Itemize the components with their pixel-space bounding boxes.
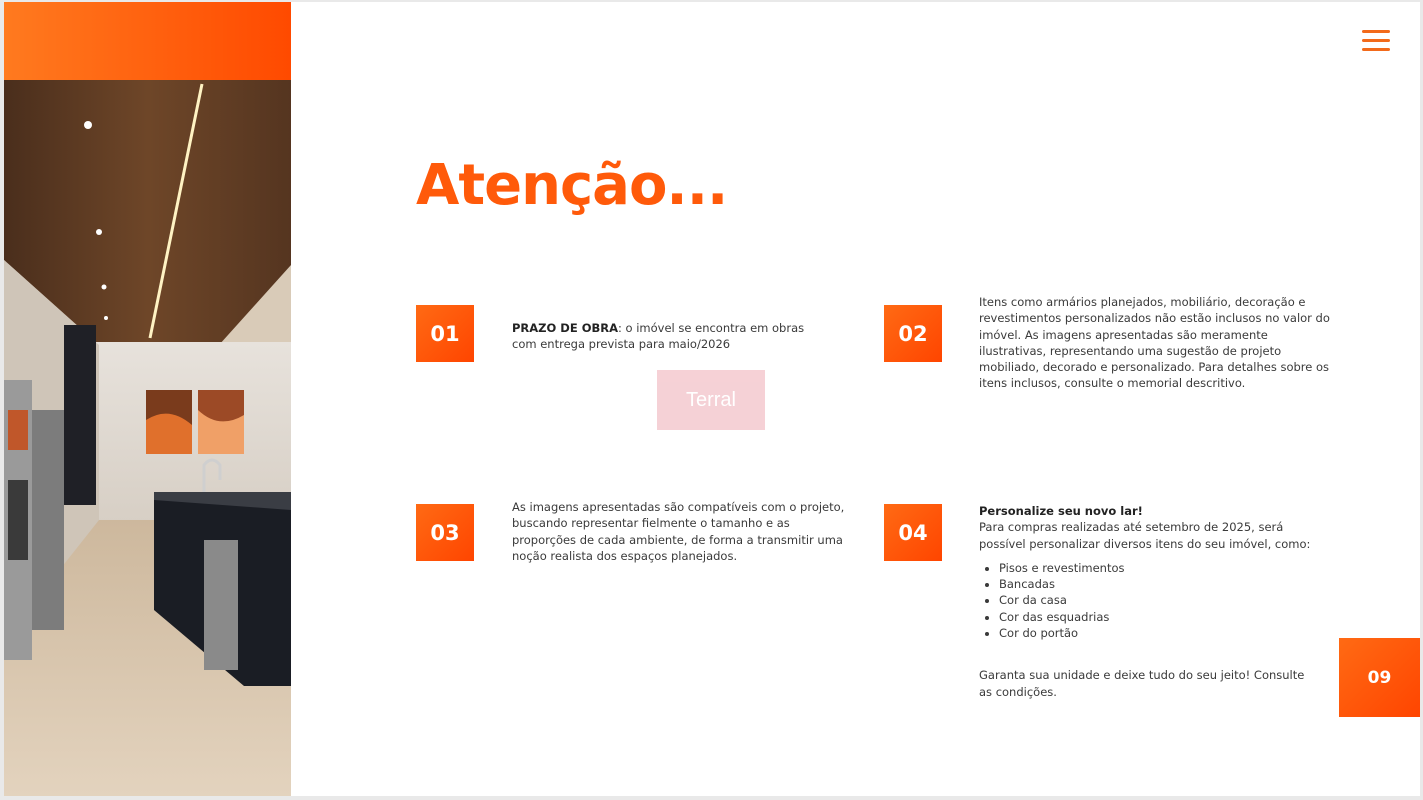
item-number-04: 04 — [884, 504, 942, 561]
item-text-03: As imagens apresentadas são compatíveis com o projeto, buscando representar fielmente o tamanho e as proporções de cada ambiente, de forma a transmitir uma noção realista dos espaços planejados. — [512, 500, 845, 563]
item-text-02: Itens como armários planejados, mobiliário, decoração e revestimentos personalizados não estão inclusos no valor do imóvel. As imagens apresentadas são meramente ilustrativas, representando uma sugestão de projeto mobiliado, decorado e personalizado. Para detalhes sobre os itens inclusos, consulte o memorial descritivo. — [979, 295, 1330, 391]
item-body-01: : o imóvel se encontra em obras com entrega prevista para maio/2026 — [512, 321, 805, 352]
list-item: • Bancadas — [999, 576, 1319, 592]
item-label-01: PRAZO DE OBRA — [512, 321, 619, 335]
personalize-closing: Garanta sua unidade e deixe tudo do seu jeito! Consulte as condições. — [979, 668, 1305, 699]
item-text-01 — [512, 320, 812, 353]
item-text-04 — [979, 503, 1319, 700]
presentation-slide — [4, 2, 1420, 796]
item-number-01: 01 — [416, 305, 474, 362]
list-item: • Cor das esquadrias — [999, 609, 1319, 625]
kitchen-render-image — [4, 80, 291, 796]
list-item: • Cor da casa — [999, 592, 1319, 608]
personalize-heading: Personalize seu novo lar! — [979, 504, 1143, 518]
list-item: • Cor do portão — [999, 625, 1319, 641]
orange-header-band — [4, 2, 291, 80]
terral-watermark-logo: Terral — [657, 370, 765, 430]
hamburger-menu-icon[interactable] — [1362, 30, 1390, 52]
item-number-03: 03 — [416, 504, 474, 561]
slide-title: Atenção... — [416, 153, 728, 218]
personalize-list — [979, 560, 1319, 641]
page-number-badge: 09 — [1339, 638, 1420, 717]
item-number-02: 02 — [884, 305, 942, 362]
list-item: • Pisos e revestimentos — [999, 560, 1319, 576]
personalize-intro: Para compras realizadas até setembro de 2025, será possível personalizar diversos itens do seu imóvel, como: — [979, 520, 1311, 551]
